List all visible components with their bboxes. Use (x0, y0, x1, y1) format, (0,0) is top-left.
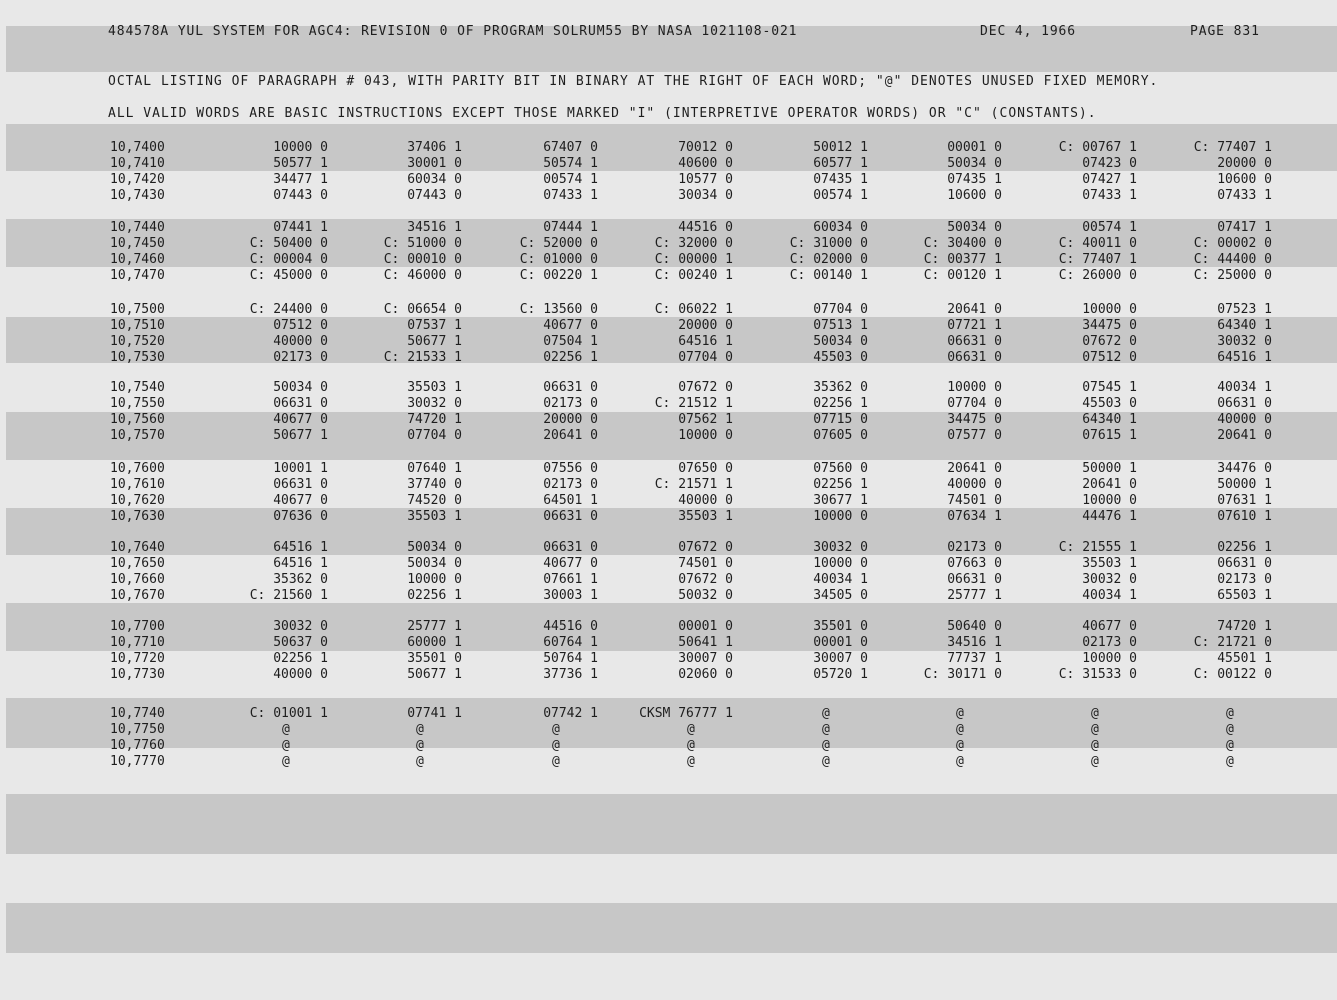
octal-word: C: 26000 0 (1058, 268, 1137, 283)
octal-word: 45503 0 (1082, 396, 1137, 411)
octal-word: 25777 1 (947, 588, 1002, 603)
octal-word: 07704 0 (813, 302, 868, 317)
octal-word: 40034 1 (1217, 380, 1272, 395)
unused-memory-marker: @ (822, 706, 830, 721)
octal-word: 10000 0 (1082, 302, 1137, 317)
octal-word: 07523 1 (1217, 302, 1272, 317)
unused-memory-marker: @ (956, 706, 964, 721)
octal-word: C: 00002 0 (1193, 236, 1272, 251)
octal-word: C: 30400 0 (923, 236, 1002, 251)
octal-word: 07741 1 (407, 706, 462, 721)
octal-word: C: 00122 0 (1193, 667, 1272, 682)
octal-word: 65503 1 (1217, 588, 1272, 603)
octal-word: 07427 1 (1082, 172, 1137, 187)
octal-word: 07742 1 (543, 706, 598, 721)
octal-word: 00001 0 (813, 635, 868, 650)
row-address: 10,7750 (110, 722, 165, 737)
octal-word: 02173 0 (1082, 635, 1137, 650)
octal-word: 35503 1 (407, 509, 462, 524)
greenbar-band (6, 794, 1337, 854)
octal-word: C: 77407 1 (1058, 252, 1137, 267)
unused-memory-marker: @ (1091, 754, 1099, 769)
octal-word: 50034 0 (273, 380, 328, 395)
octal-word: C: 30171 0 (923, 667, 1002, 682)
octal-word: 07423 0 (1082, 156, 1137, 171)
octal-word: 07433 1 (543, 188, 598, 203)
octal-word: C: 31000 0 (789, 236, 868, 251)
octal-word: 07435 1 (947, 172, 1002, 187)
octal-word: 67407 0 (543, 140, 598, 155)
octal-word: 10000 0 (678, 428, 733, 443)
octal-word: 77737 1 (947, 651, 1002, 666)
unused-memory-marker: @ (416, 722, 424, 737)
octal-word: C: 21555 1 (1058, 540, 1137, 555)
octal-word: 60000 1 (407, 635, 462, 650)
row-address: 10,7540 (110, 380, 165, 395)
row-address: 10,7700 (110, 619, 165, 634)
unused-memory-marker: @ (687, 738, 695, 753)
octal-word: 07672 0 (678, 540, 733, 555)
octal-word: 64516 1 (273, 540, 328, 555)
octal-word: 40677 0 (273, 493, 328, 508)
octal-word: 74720 1 (1217, 619, 1272, 634)
octal-word: C: 46000 0 (383, 268, 462, 283)
row-address: 10,7630 (110, 509, 165, 524)
octal-word: 07433 1 (1217, 188, 1272, 203)
octal-word: 35501 0 (813, 619, 868, 634)
octal-word: C: 25000 0 (1193, 268, 1272, 283)
octal-word: 50012 1 (813, 140, 868, 155)
octal-word: 60764 1 (543, 635, 598, 650)
octal-word: 37406 1 (407, 140, 462, 155)
job-title: 484578A YUL SYSTEM FOR AGC4: REVISION 0 OF PROGRAM SOLRUM55 BY NASA 1021108-021 (108, 24, 798, 39)
octal-word: 10000 0 (813, 509, 868, 524)
octal-word: C: 21560 1 (249, 588, 328, 603)
octal-word: 50677 1 (407, 667, 462, 682)
octal-word: 06631 0 (273, 396, 328, 411)
octal-word: 02060 0 (678, 667, 733, 682)
octal-word: 07513 1 (813, 318, 868, 333)
unused-memory-marker: @ (282, 722, 290, 737)
octal-word: 07537 1 (407, 318, 462, 333)
octal-word: C: 21571 1 (654, 477, 733, 492)
octal-word: 07545 1 (1082, 380, 1137, 395)
row-address: 10,7670 (110, 588, 165, 603)
octal-word: 35503 1 (1082, 556, 1137, 571)
unused-memory-marker: @ (1226, 706, 1234, 721)
octal-word: 07704 0 (947, 396, 1002, 411)
octal-word: C: 00377 1 (923, 252, 1002, 267)
unused-memory-marker: @ (282, 754, 290, 769)
octal-word: 02256 1 (813, 396, 868, 411)
octal-word: 06631 0 (273, 477, 328, 492)
octal-word: C: 00010 0 (383, 252, 462, 267)
octal-word: 70012 0 (678, 140, 733, 155)
octal-word: C: 00120 1 (923, 268, 1002, 283)
octal-word: C: 00240 1 (654, 268, 733, 283)
octal-word: 02173 0 (543, 477, 598, 492)
octal-word: 10600 0 (947, 188, 1002, 203)
octal-word: 40677 0 (543, 556, 598, 571)
unused-memory-marker: @ (1226, 738, 1234, 753)
octal-word: 07512 0 (273, 318, 328, 333)
unused-memory-marker: @ (822, 738, 830, 753)
octal-word: 06631 0 (947, 350, 1002, 365)
row-address: 10,7440 (110, 220, 165, 235)
row-address: 10,7770 (110, 754, 165, 769)
row-address: 10,7550 (110, 396, 165, 411)
octal-word: 74501 0 (678, 556, 733, 571)
octal-word: 30032 0 (1217, 334, 1272, 349)
octal-word: 07636 0 (273, 509, 328, 524)
octal-word: 34477 1 (273, 172, 328, 187)
octal-word: 74520 0 (407, 493, 462, 508)
octal-word: 30032 0 (273, 619, 328, 634)
octal-word: 02256 1 (273, 651, 328, 666)
octal-word: 07715 0 (813, 412, 868, 427)
octal-word: 07615 1 (1082, 428, 1137, 443)
octal-word: 64501 1 (543, 493, 598, 508)
octal-word: 20641 0 (1082, 477, 1137, 492)
octal-word: 07672 0 (678, 380, 733, 395)
octal-word: 07441 1 (273, 220, 328, 235)
octal-word: C: 06022 1 (654, 302, 733, 317)
octal-word: 00001 0 (947, 140, 1002, 155)
octal-word: 07721 1 (947, 318, 1002, 333)
octal-word: 64516 1 (678, 334, 733, 349)
octal-word: 07443 0 (407, 188, 462, 203)
octal-word: 60577 1 (813, 156, 868, 171)
octal-word: 40000 0 (273, 667, 328, 682)
octal-word: 10000 0 (1082, 493, 1137, 508)
octal-word: 64516 1 (273, 556, 328, 571)
octal-word: C: 01001 1 (249, 706, 328, 721)
unused-memory-marker: @ (282, 738, 290, 753)
octal-word: 74501 0 (947, 493, 1002, 508)
row-address: 10,7740 (110, 706, 165, 721)
octal-word: 10000 0 (813, 556, 868, 571)
octal-word: 06631 0 (947, 334, 1002, 349)
octal-word: CKSM 76777 1 (639, 706, 733, 721)
octal-word: 30007 0 (678, 651, 733, 666)
unused-memory-marker: @ (1091, 706, 1099, 721)
octal-word: 20641 0 (947, 461, 1002, 476)
octal-word: 07704 0 (407, 428, 462, 443)
octal-word: 40677 0 (543, 318, 598, 333)
octal-word: 07661 1 (543, 572, 598, 587)
octal-word: 50032 0 (678, 588, 733, 603)
octal-word: 07672 0 (1082, 334, 1137, 349)
unused-memory-marker: @ (416, 754, 424, 769)
octal-word: 10000 0 (1082, 651, 1137, 666)
octal-word: 74720 1 (407, 412, 462, 427)
octal-word: 20641 0 (543, 428, 598, 443)
unused-memory-marker: @ (687, 722, 695, 737)
octal-word: 44476 1 (1082, 509, 1137, 524)
octal-word: 07640 1 (407, 461, 462, 476)
octal-word: C: 45000 0 (249, 268, 328, 283)
unused-memory-marker: @ (1091, 738, 1099, 753)
octal-word: C: 44400 0 (1193, 252, 1272, 267)
unused-memory-marker: @ (956, 738, 964, 753)
octal-word: C: 24400 0 (249, 302, 328, 317)
octal-word: 02256 1 (813, 477, 868, 492)
octal-word: 50640 0 (947, 619, 1002, 634)
octal-word: 35501 0 (407, 651, 462, 666)
octal-word: C: 00004 0 (249, 252, 328, 267)
octal-word: 50034 0 (407, 556, 462, 571)
octal-word: 45501 1 (1217, 651, 1272, 666)
octal-word: C: 00220 1 (519, 268, 598, 283)
octal-word: 07610 1 (1217, 509, 1272, 524)
octal-word: 07560 0 (813, 461, 868, 476)
octal-word: C: 77407 1 (1193, 140, 1272, 155)
octal-word: C: 21512 1 (654, 396, 733, 411)
octal-word: 20641 0 (947, 302, 1002, 317)
octal-word: 60034 0 (813, 220, 868, 235)
octal-word: 07704 0 (678, 350, 733, 365)
greenbar-band (6, 903, 1337, 953)
octal-word: 02256 1 (1217, 540, 1272, 555)
octal-word: 30032 0 (407, 396, 462, 411)
octal-word: C: 31533 0 (1058, 667, 1137, 682)
octal-word: C: 50400 0 (249, 236, 328, 251)
row-address: 10,7650 (110, 556, 165, 571)
octal-word: 02173 0 (947, 540, 1002, 555)
octal-word: 30677 1 (813, 493, 868, 508)
octal-word: 07433 1 (1082, 188, 1137, 203)
row-address: 10,7600 (110, 461, 165, 476)
row-address: 10,7620 (110, 493, 165, 508)
row-address: 10,7460 (110, 252, 165, 267)
octal-word: C: 52000 0 (519, 236, 598, 251)
unused-memory-marker: @ (1226, 754, 1234, 769)
octal-word: 06631 0 (1217, 556, 1272, 571)
octal-word: 07504 1 (543, 334, 598, 349)
octal-word: C: 21533 1 (383, 350, 462, 365)
octal-word: 00001 0 (678, 619, 733, 634)
octal-word: 02256 1 (407, 588, 462, 603)
unused-memory-marker: @ (822, 722, 830, 737)
octal-word: 50034 0 (947, 220, 1002, 235)
octal-word: 05720 1 (813, 667, 868, 682)
octal-word: 02173 0 (543, 396, 598, 411)
octal-word: 40677 0 (1082, 619, 1137, 634)
octal-word: 34475 0 (947, 412, 1002, 427)
octal-word: 10577 0 (678, 172, 733, 187)
octal-word: 07443 0 (273, 188, 328, 203)
octal-word: 50000 1 (1082, 461, 1137, 476)
octal-word: 34476 0 (1217, 461, 1272, 476)
row-address: 10,7450 (110, 236, 165, 251)
octal-word: 02173 0 (1217, 572, 1272, 587)
octal-word: C: 01000 0 (519, 252, 598, 267)
row-address: 10,7470 (110, 268, 165, 283)
unused-memory-marker: @ (416, 738, 424, 753)
octal-word: 45503 0 (813, 350, 868, 365)
octal-word: 50000 1 (1217, 477, 1272, 492)
octal-word: C: 00000 1 (654, 252, 733, 267)
octal-word: 20641 0 (1217, 428, 1272, 443)
unused-memory-marker: @ (552, 722, 560, 737)
octal-word: 34516 1 (407, 220, 462, 235)
row-address: 10,7640 (110, 540, 165, 555)
octal-word: C: 00140 1 (789, 268, 868, 283)
octal-word: 40000 0 (678, 493, 733, 508)
octal-word: 06631 0 (947, 572, 1002, 587)
octal-word: 50577 1 (273, 156, 328, 171)
octal-word: 30003 1 (543, 588, 598, 603)
row-address: 10,7500 (110, 302, 165, 317)
unused-memory-marker: @ (552, 738, 560, 753)
row-address: 10,7720 (110, 651, 165, 666)
row-address: 10,7610 (110, 477, 165, 492)
octal-word: 02256 1 (543, 350, 598, 365)
octal-word: 50637 0 (273, 635, 328, 650)
octal-word: 02173 0 (273, 350, 328, 365)
octal-word: 07650 0 (678, 461, 733, 476)
octal-word: 50641 1 (678, 635, 733, 650)
octal-word: 07663 0 (947, 556, 1002, 571)
row-address: 10,7420 (110, 172, 165, 187)
octal-word: 07512 0 (1082, 350, 1137, 365)
row-address: 10,7760 (110, 738, 165, 753)
octal-word: 30032 0 (813, 540, 868, 555)
octal-word: 06631 0 (543, 380, 598, 395)
octal-word: 20000 0 (678, 318, 733, 333)
octal-word: 44516 0 (543, 619, 598, 634)
octal-word: 07444 1 (543, 220, 598, 235)
octal-word: C: 40011 0 (1058, 236, 1137, 251)
octal-word: 35362 0 (813, 380, 868, 395)
row-address: 10,7510 (110, 318, 165, 333)
octal-word: 40034 1 (1082, 588, 1137, 603)
octal-word: 07631 1 (1217, 493, 1272, 508)
octal-word: 34516 1 (947, 635, 1002, 650)
octal-word: 40000 0 (1217, 412, 1272, 427)
octal-word: 50034 0 (947, 156, 1002, 171)
octal-word: 30034 0 (678, 188, 733, 203)
listing-date: DEC 4, 1966 (980, 24, 1076, 39)
octal-word: 50034 0 (407, 540, 462, 555)
row-address: 10,7520 (110, 334, 165, 349)
octal-word: 10001 1 (273, 461, 328, 476)
octal-word: 35503 1 (678, 509, 733, 524)
octal-word: 00574 1 (813, 188, 868, 203)
octal-word: 64340 1 (1217, 318, 1272, 333)
octal-word: 34475 0 (1082, 318, 1137, 333)
octal-word: 37740 0 (407, 477, 462, 492)
octal-word: 30032 0 (1082, 572, 1137, 587)
unused-memory-marker: @ (1091, 722, 1099, 737)
octal-word: C: 13560 0 (519, 302, 598, 317)
octal-word: 40034 1 (813, 572, 868, 587)
octal-word: C: 51000 0 (383, 236, 462, 251)
octal-word: 50574 1 (543, 156, 598, 171)
octal-word: 07634 1 (947, 509, 1002, 524)
octal-word: 34505 0 (813, 588, 868, 603)
octal-word: 06631 0 (543, 509, 598, 524)
octal-word: 60034 0 (407, 172, 462, 187)
octal-word: 44516 0 (678, 220, 733, 235)
row-address: 10,7530 (110, 350, 165, 365)
octal-word: 10000 0 (407, 572, 462, 587)
octal-word: 20000 0 (543, 412, 598, 427)
octal-word: 07562 1 (678, 412, 733, 427)
octal-word: 07605 0 (813, 428, 868, 443)
row-address: 10,7660 (110, 572, 165, 587)
unused-memory-marker: @ (956, 754, 964, 769)
octal-word: 40677 0 (273, 412, 328, 427)
octal-word: 50764 1 (543, 651, 598, 666)
octal-word: 64516 1 (1217, 350, 1272, 365)
row-address: 10,7560 (110, 412, 165, 427)
unused-memory-marker: @ (822, 754, 830, 769)
octal-word: 30001 0 (407, 156, 462, 171)
description-line-1: OCTAL LISTING OF PARAGRAPH # 043, WITH PARITY BIT IN BINARY AT THE RIGHT OF EACH WORD; "@" DENOTES UNUSED FIXED MEMORY. (108, 74, 1159, 89)
octal-word: 30007 0 (813, 651, 868, 666)
unused-memory-marker: @ (552, 754, 560, 769)
octal-word: C: 21721 0 (1193, 635, 1272, 650)
octal-word: 07672 0 (678, 572, 733, 587)
octal-word: 10000 0 (273, 140, 328, 155)
octal-word: 25777 1 (407, 619, 462, 634)
octal-word: 35503 1 (407, 380, 462, 395)
description-line-2: ALL VALID WORDS ARE BASIC INSTRUCTIONS EXCEPT THOSE MARKED "I" (INTERPRETIVE OPERATOR WORDS) OR "C" (CONSTANTS). (108, 106, 1097, 121)
row-address: 10,7570 (110, 428, 165, 443)
octal-word: 50034 0 (813, 334, 868, 349)
octal-word: 37736 1 (543, 667, 598, 682)
octal-word: 06631 0 (1217, 396, 1272, 411)
octal-word: 35362 0 (273, 572, 328, 587)
octal-word: 50677 1 (273, 428, 328, 443)
octal-word: 10000 0 (947, 380, 1002, 395)
row-address: 10,7430 (110, 188, 165, 203)
octal-word: C: 00767 1 (1058, 140, 1137, 155)
row-address: 10,7410 (110, 156, 165, 171)
row-address: 10,7730 (110, 667, 165, 682)
octal-word: 40600 0 (678, 156, 733, 171)
page-number: PAGE 831 (1190, 24, 1260, 39)
unused-memory-marker: @ (1226, 722, 1234, 737)
row-address: 10,7710 (110, 635, 165, 650)
row-address: 10,7400 (110, 140, 165, 155)
octal-word: 07435 1 (813, 172, 868, 187)
octal-word: 40000 0 (947, 477, 1002, 492)
octal-word: 07556 0 (543, 461, 598, 476)
octal-word: C: 32000 0 (654, 236, 733, 251)
octal-word: 40000 0 (273, 334, 328, 349)
octal-word: 64340 1 (1082, 412, 1137, 427)
octal-word: 00574 1 (543, 172, 598, 187)
unused-memory-marker: @ (687, 754, 695, 769)
octal-word: 07417 1 (1217, 220, 1272, 235)
octal-word: C: 06654 0 (383, 302, 462, 317)
octal-word: C: 02000 0 (789, 252, 868, 267)
octal-word: 20000 0 (1217, 156, 1272, 171)
octal-word: 50677 1 (407, 334, 462, 349)
octal-word: 07577 0 (947, 428, 1002, 443)
octal-word: 10600 0 (1217, 172, 1272, 187)
octal-word: 00574 1 (1082, 220, 1137, 235)
unused-memory-marker: @ (956, 722, 964, 737)
octal-word: 06631 0 (543, 540, 598, 555)
